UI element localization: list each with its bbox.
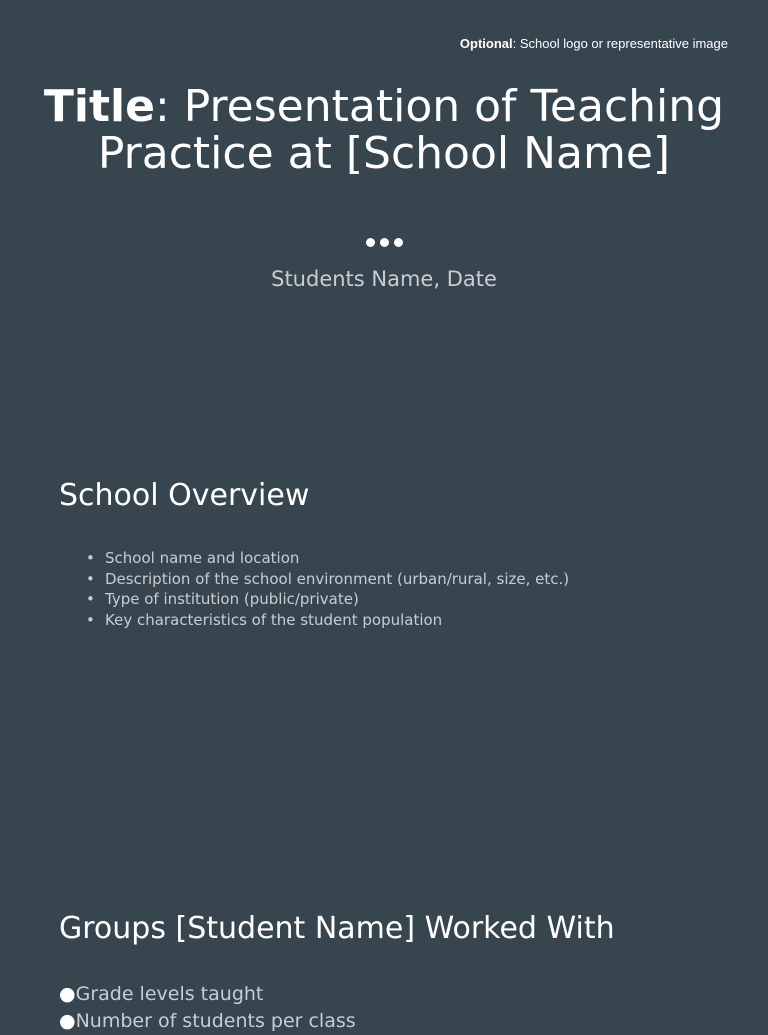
- ellipsis-divider-icon: [0, 238, 768, 247]
- optional-label: Optional: [459, 36, 513, 51]
- slide-subtitle: Students Name, Date: [271, 267, 497, 291]
- school-overview-heading: School Overview: [59, 478, 310, 513]
- list-item: • Type of institution (public/private): [86, 589, 569, 610]
- divider-dot: [366, 238, 375, 247]
- divider-dot: [380, 238, 389, 247]
- list-item: [59, 981, 356, 1008]
- optional-logo-note: [460, 36, 728, 51]
- list-item: • Description of the school environment (urban/rural, size, etc.): [86, 569, 569, 590]
- groups-list: [59, 981, 356, 1035]
- list-item-text: Grade levels taught: [75, 983, 264, 1005]
- bullet-icon: ●: [59, 983, 76, 1005]
- title-text: : Presentation of Teaching Practice at [School Name]: [97, 81, 725, 179]
- groups-heading: Groups [Student Name] Worked With: [59, 911, 615, 946]
- optional-note-text: : School logo or representative image: [512, 36, 728, 51]
- list-item: [59, 1008, 356, 1035]
- list-item: • School name and location: [86, 548, 569, 569]
- divider-dot: [394, 238, 403, 247]
- school-overview-list: [86, 548, 569, 630]
- list-item: • Key characteristics of the student population: [86, 610, 569, 631]
- title-label: Title: [43, 81, 155, 132]
- bullet-icon: ●: [59, 1010, 76, 1032]
- list-item-text: Number of students per class: [75, 1010, 356, 1032]
- slide-title: [40, 83, 728, 177]
